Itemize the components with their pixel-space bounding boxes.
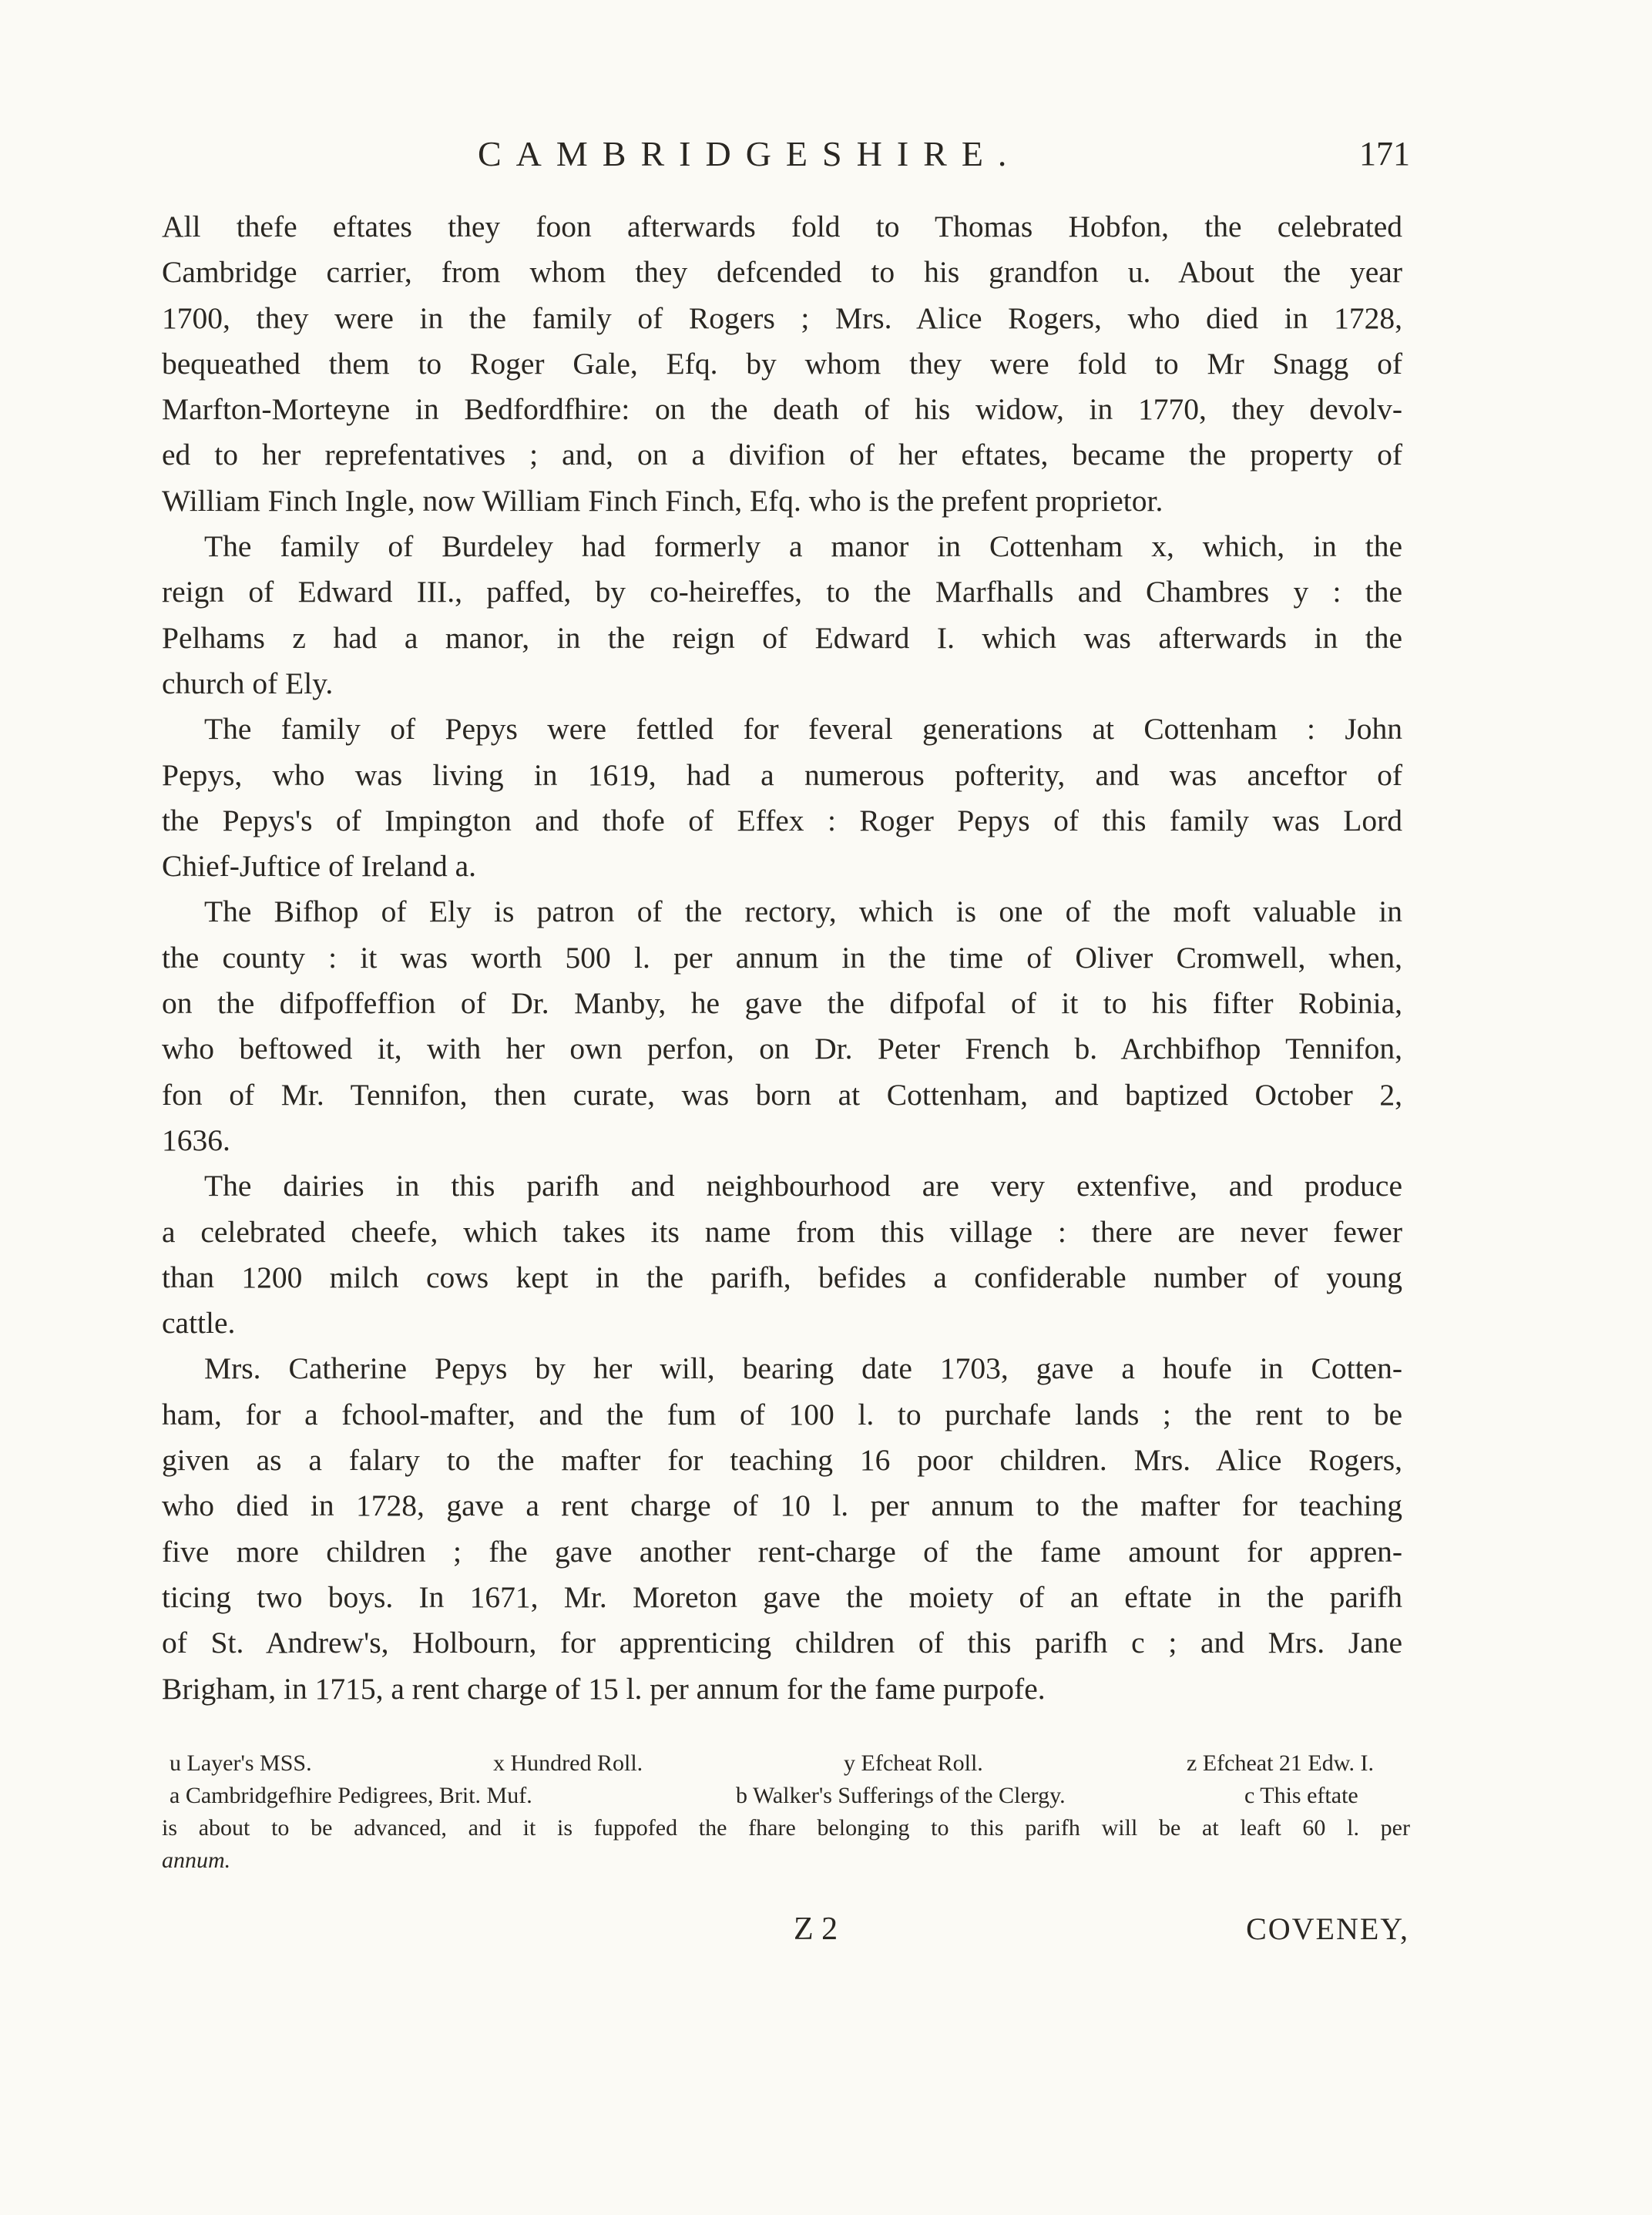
footnote-z: z Efcheat 21 Edw. I.: [1187, 1750, 1374, 1776]
footnote-row: [162, 1780, 1410, 1812]
footnote-continuation: annum.: [162, 1848, 231, 1873]
body-text: [162, 204, 1402, 1712]
body-line: All thefe eftates they foon afterwards fold to Thomas Hobfon, the celebrated: [162, 210, 1402, 243]
body-line: ham, for a fchool-mafter, and the fum of 100 l. to purchafe lands ; the rent to be: [162, 1397, 1402, 1431]
body-line: William Finch Ingle, now William Finch Finch, Efq. who is the prefent proprietor.: [162, 483, 1163, 518]
body-line: a celebrated cheefe, which takes its name from this village : there are never fewer: [162, 1214, 1402, 1249]
footnote-y: y Efcheat Roll.: [844, 1750, 983, 1776]
footnote-x: x Hundred Roll.: [493, 1750, 643, 1776]
body-line: ed to her reprefentatives ; and, on a divifion of her eftates, became the property of: [162, 438, 1402, 472]
body-line: bequeathed them to Roger Gale, Efq. by whom they were fold to Mr Snagg of: [162, 346, 1402, 381]
body-line: ticing two boys. In 1671, Mr. Moreton gave the moiety of an eftate in the parifh: [162, 1579, 1402, 1614]
body-line: who died in 1728, gave a rent charge of 10 l. per annum to the mafter for teaching: [162, 1488, 1402, 1523]
footnote-a: a Cambridgefhire Pedigrees, Brit. Muf.: [170, 1783, 532, 1808]
body-line: Brigham, in 1715, a rent charge of 15 l. per annum for the fame purpofe.: [162, 1671, 1046, 1706]
body-line: of St. Andrew's, Holbourn, for apprenticing children of this parifh c ; and Mrs. Jane: [162, 1626, 1402, 1660]
footnotes: [162, 1747, 1410, 1877]
body-line: five more children ; fhe gave another rent-charge of the fame amount for appren-: [162, 1534, 1402, 1569]
footnote-b: b Walker's Sufferings of the Clergy.: [736, 1783, 1066, 1808]
page-number: 171: [1359, 135, 1410, 173]
footnote-continuation: is about to be advanced, and it is fuppofed the fhare belonging to this parifh will be at leaft 60 l. per: [162, 1815, 1410, 1841]
body-line: Marfton-Morteyne in Bedfordfhire: on the death of his widow, in 1770, they devolv-: [162, 392, 1402, 427]
catchword: COVENEY,: [1246, 1911, 1409, 1946]
body-line: church of Ely.: [162, 666, 334, 700]
body-line: Pepys, who was living in 1619, had a numerous pofterity, and was anceftor of: [162, 757, 1402, 792]
body-line: The dairies in this parifh and neighbourhood are very extenfive, and produce: [204, 1169, 1402, 1203]
body-line: the Pepys's of Impington and thofe of Effex : Roger Pepys of this family was Lord: [162, 803, 1402, 837]
body-line: 1700, they were in the family of Rogers ; Mrs. Alice Rogers, who died in 1728,: [162, 300, 1402, 335]
signature-mark: Z 2: [794, 1911, 838, 1947]
running-title: CAMBRIDGESHIRE.: [478, 134, 1022, 173]
footnote-row: [162, 1747, 1410, 1780]
footnote-c: c This eftate: [1244, 1783, 1358, 1808]
body-line: The Bifhop of Ely is patron of the rectory, which is one of the moft valuable in: [204, 894, 1402, 929]
running-head: [162, 131, 1410, 177]
body-line: who beftowed it, with her own perfon, on Dr. Peter French b. Archbifhop Tennifon,: [162, 1032, 1402, 1066]
body-line: than 1200 milch cows kept in the parifh, befides a confiderable number of young: [162, 1260, 1402, 1294]
footnote-u: u Layer's MSS.: [170, 1750, 312, 1776]
body-line: the county : it was worth 500 l. per annum in the time of Oliver Cromwell, when,: [162, 940, 1402, 975]
body-line: 1636.: [162, 1123, 230, 1157]
body-line: Mrs. Catherine Pepys by her will, bearing date 1703, gave a houfe in Cotten-: [204, 1351, 1402, 1386]
body-line: given as a falary to the mafter for teaching 16 poor children. Mrs. Alice Rogers,: [162, 1443, 1402, 1478]
body-line: cattle.: [162, 1306, 236, 1341]
body-line: Chief-Juftice of Ireland a.: [162, 849, 476, 884]
body-line: fon of Mr. Tennifon, then curate, was born at Cottenham, and baptized October 2,: [162, 1077, 1402, 1112]
body-line: Pelhams z had a manor, in the reign of Edward I. which was afterwards in the: [162, 620, 1402, 655]
body-line: The family of Pepys were fettled for feveral generations at Cottenham : John: [204, 712, 1402, 747]
body-line: on the difpoffeffion of Dr. Manby, he gave the difpofal of it to his fifter Robinia,: [162, 986, 1402, 1021]
body-line: The family of Burdeley had formerly a manor in Cottenham x, which, in the: [204, 529, 1402, 564]
body-line: Cambridge carrier, from whom they defcended to his grandfon u. About the year: [162, 255, 1402, 290]
body-line: reign of Edward III., paffed, by co-heireffes, to the Marfhalls and Chambres y : the: [162, 575, 1402, 609]
